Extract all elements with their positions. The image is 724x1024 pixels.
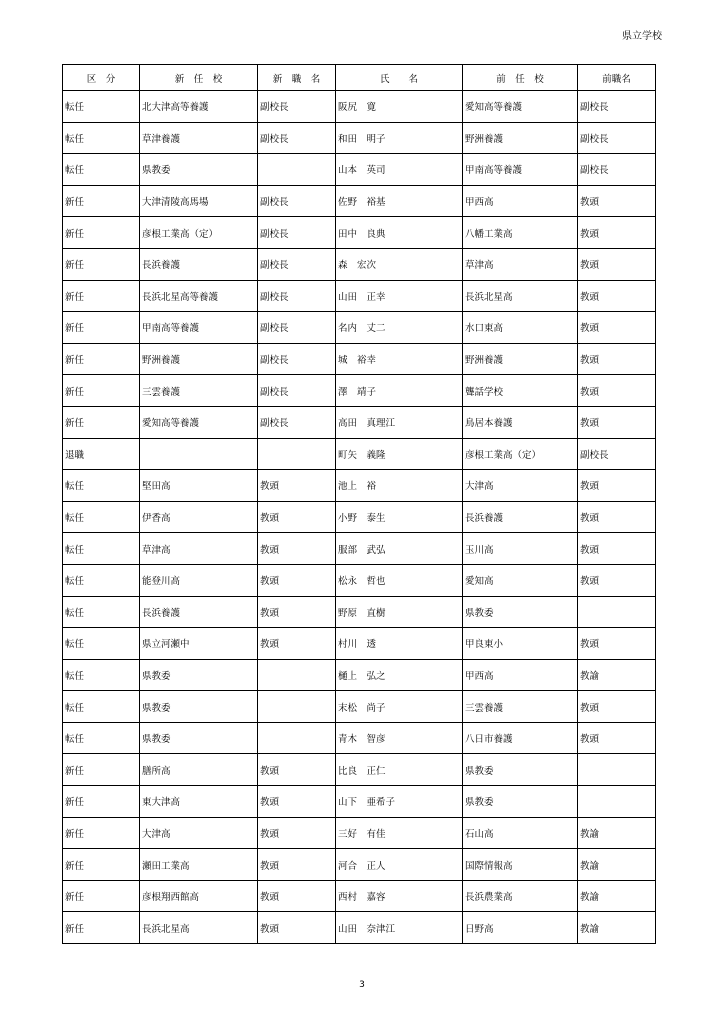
category-cell: 新任: [63, 375, 140, 407]
previous-position-cell: 副校長: [578, 122, 656, 154]
table-row: [63, 501, 656, 533]
previous-school-cell: 県教委: [463, 754, 578, 786]
previous-school-cell: 鳥居本養護: [463, 406, 578, 438]
new-school-cell: 彦根工業高（定）: [140, 217, 258, 249]
previous-school-cell: 聾話学校: [463, 375, 578, 407]
previous-position-cell: 教頭: [578, 501, 656, 533]
previous-position-cell: [578, 754, 656, 786]
table-row: [63, 470, 656, 502]
previous-school-cell: 県教委: [463, 786, 578, 818]
previous-position-cell: 教頭: [578, 375, 656, 407]
name-cell: 和田 明子: [336, 122, 463, 154]
table-row: [63, 343, 656, 375]
previous-position-cell: 教頭: [578, 564, 656, 596]
previous-school-cell: 八日市養護: [463, 722, 578, 754]
category-cell: 新任: [63, 817, 140, 849]
category-cell: 転任: [63, 533, 140, 565]
previous-school-cell: 水口東高: [463, 312, 578, 344]
previous-position-cell: 教頭: [578, 470, 656, 502]
new-position-cell: 副校長: [258, 375, 336, 407]
new-school-cell: 長浜養護: [140, 596, 258, 628]
previous-school-cell: 甲良東小: [463, 628, 578, 660]
table-row: [63, 722, 656, 754]
table-row: [63, 375, 656, 407]
previous-position-cell: 教頭: [578, 312, 656, 344]
new-position-cell: 副校長: [258, 248, 336, 280]
new-position-cell: 副校長: [258, 312, 336, 344]
new-school-cell: 長浜北星高等養護: [140, 280, 258, 312]
category-cell: 退職: [63, 438, 140, 470]
previous-school-cell: 八幡工業高: [463, 217, 578, 249]
previous-position-cell: 教頭: [578, 343, 656, 375]
new-position-cell: 副校長: [258, 217, 336, 249]
category-cell: 転任: [63, 122, 140, 154]
name-cell: 村川 透: [336, 628, 463, 660]
previous-school-cell: 玉川高: [463, 533, 578, 565]
previous-position-cell: 教頭: [578, 406, 656, 438]
new-school-cell: 県教委: [140, 691, 258, 723]
new-school-cell: 東大津高: [140, 786, 258, 818]
new-school-cell: 彦根翔西館高: [140, 880, 258, 912]
new-position-cell: 教頭: [258, 628, 336, 660]
personnel-table: [62, 64, 656, 944]
previous-school-cell: 大津高: [463, 470, 578, 502]
name-cell: 三好 有佳: [336, 817, 463, 849]
name-cell: 末松 尚子: [336, 691, 463, 723]
previous-school-cell: 長浜北星高: [463, 280, 578, 312]
table-row: [63, 754, 656, 786]
name-cell: 山本 英司: [336, 154, 463, 186]
previous-school-cell: 石山高: [463, 817, 578, 849]
table-body: [63, 91, 656, 944]
name-cell: 高田 真理江: [336, 406, 463, 438]
table-row: [63, 406, 656, 438]
col-header-category: 区 分: [63, 65, 140, 91]
previous-position-cell: 教諭: [578, 659, 656, 691]
category-cell: 新任: [63, 912, 140, 944]
previous-position-cell: 教頭: [578, 280, 656, 312]
table-row: [63, 122, 656, 154]
previous-school-cell: 野洲養護: [463, 343, 578, 375]
category-cell: 新任: [63, 343, 140, 375]
new-school-cell: 能登川高: [140, 564, 258, 596]
table-row: [63, 280, 656, 312]
previous-position-cell: [578, 596, 656, 628]
name-cell: 町矢 義隆: [336, 438, 463, 470]
category-cell: 新任: [63, 217, 140, 249]
previous-position-cell: 教頭: [578, 533, 656, 565]
new-position-cell: 教頭: [258, 501, 336, 533]
name-cell: 樋上 弘之: [336, 659, 463, 691]
previous-school-cell: 甲西高: [463, 659, 578, 691]
previous-school-cell: 長浜養護: [463, 501, 578, 533]
name-cell: 山下 亜希子: [336, 786, 463, 818]
name-cell: 池上 裕: [336, 470, 463, 502]
new-school-cell: [140, 438, 258, 470]
category-cell: 転任: [63, 501, 140, 533]
name-cell: 野原 直樹: [336, 596, 463, 628]
new-school-cell: 三雲養護: [140, 375, 258, 407]
name-cell: 山田 奈津江: [336, 912, 463, 944]
new-school-cell: 大津高: [140, 817, 258, 849]
category-cell: 新任: [63, 849, 140, 881]
name-cell: 田中 良典: [336, 217, 463, 249]
previous-school-cell: 愛知高: [463, 564, 578, 596]
new-school-cell: 野洲養護: [140, 343, 258, 375]
new-position-cell: 教頭: [258, 470, 336, 502]
name-cell: 西村 嘉容: [336, 880, 463, 912]
category-cell: 新任: [63, 248, 140, 280]
new-position-cell: [258, 438, 336, 470]
category-cell: 新任: [63, 880, 140, 912]
new-position-cell: [258, 722, 336, 754]
new-position-cell: 副校長: [258, 91, 336, 123]
new-position-cell: 教頭: [258, 754, 336, 786]
page-number: 3: [359, 980, 365, 990]
table-row: [63, 880, 656, 912]
new-position-cell: 教頭: [258, 533, 336, 565]
previous-position-cell: 副校長: [578, 91, 656, 123]
new-school-cell: 瀬田工業高: [140, 849, 258, 881]
new-school-cell: 北大津高等養護: [140, 91, 258, 123]
new-school-cell: 伊香高: [140, 501, 258, 533]
name-cell: 青木 智彦: [336, 722, 463, 754]
col-header-previous-school: 前 任 校: [463, 65, 578, 91]
name-cell: 澤 靖子: [336, 375, 463, 407]
new-position-cell: 副校長: [258, 343, 336, 375]
col-header-previous-position: 前職名: [578, 65, 656, 91]
new-school-cell: 長浜養護: [140, 248, 258, 280]
new-school-cell: 長浜北星高: [140, 912, 258, 944]
previous-position-cell: 教頭: [578, 722, 656, 754]
category-cell: 転任: [63, 628, 140, 660]
new-position-cell: 教頭: [258, 880, 336, 912]
name-cell: 小野 泰生: [336, 501, 463, 533]
new-position-cell: [258, 659, 336, 691]
category-cell: 転任: [63, 691, 140, 723]
new-position-cell: 副校長: [258, 185, 336, 217]
new-school-cell: 県教委: [140, 154, 258, 186]
category-cell: 転任: [63, 564, 140, 596]
category-cell: 転任: [63, 659, 140, 691]
table-row: [63, 438, 656, 470]
new-position-cell: [258, 154, 336, 186]
table-row: [63, 849, 656, 881]
name-cell: 山田 正幸: [336, 280, 463, 312]
new-school-cell: 膳所高: [140, 754, 258, 786]
previous-school-cell: 日野高: [463, 912, 578, 944]
previous-school-cell: 愛知高等養護: [463, 91, 578, 123]
new-position-cell: 教頭: [258, 912, 336, 944]
name-cell: 名内 丈二: [336, 312, 463, 344]
table-row: [63, 312, 656, 344]
previous-position-cell: 教頭: [578, 691, 656, 723]
previous-school-cell: 国際情報高: [463, 849, 578, 881]
previous-position-cell: 教頭: [578, 217, 656, 249]
new-school-cell: 県立河瀬中: [140, 628, 258, 660]
table-row: [63, 912, 656, 944]
new-school-cell: 堅田高: [140, 470, 258, 502]
table-row: [63, 217, 656, 249]
category-cell: 新任: [63, 754, 140, 786]
previous-school-cell: 野洲養護: [463, 122, 578, 154]
category-cell: 新任: [63, 406, 140, 438]
new-position-cell: 教頭: [258, 817, 336, 849]
previous-position-cell: 副校長: [578, 438, 656, 470]
previous-school-cell: 県教委: [463, 596, 578, 628]
new-school-cell: 草津高: [140, 533, 258, 565]
new-position-cell: 副校長: [258, 122, 336, 154]
table-row: [63, 659, 656, 691]
new-school-cell: 愛知高等養護: [140, 406, 258, 438]
previous-school-cell: 彦根工業高（定）: [463, 438, 578, 470]
name-cell: 森 宏次: [336, 248, 463, 280]
previous-position-cell: 教諭: [578, 817, 656, 849]
new-position-cell: 教頭: [258, 596, 336, 628]
new-position-cell: 教頭: [258, 564, 336, 596]
table-row: [63, 533, 656, 565]
new-school-cell: 県教委: [140, 659, 258, 691]
previous-position-cell: 教諭: [578, 912, 656, 944]
category-cell: 転任: [63, 722, 140, 754]
table-header: [63, 65, 656, 91]
name-cell: 佐野 裕基: [336, 185, 463, 217]
previous-school-cell: 三雲養護: [463, 691, 578, 723]
new-school-cell: 草津養護: [140, 122, 258, 154]
table-row: [63, 248, 656, 280]
category-cell: 新任: [63, 786, 140, 818]
new-position-cell: 教頭: [258, 786, 336, 818]
table-row: [63, 817, 656, 849]
category-cell: 新任: [63, 280, 140, 312]
category-cell: 転任: [63, 470, 140, 502]
name-cell: 城 裕幸: [336, 343, 463, 375]
previous-position-cell: 教頭: [578, 628, 656, 660]
category-cell: 転任: [63, 91, 140, 123]
table-row: [63, 596, 656, 628]
new-position-cell: 教頭: [258, 849, 336, 881]
category-cell: 新任: [63, 185, 140, 217]
header-label: 県立学校: [622, 31, 662, 42]
table-row: [63, 628, 656, 660]
table-row: [63, 691, 656, 723]
header-row: [63, 65, 656, 91]
new-school-cell: 大津清陵高馬場: [140, 185, 258, 217]
col-header-name: 氏 名: [336, 65, 463, 91]
previous-position-cell: 教諭: [578, 880, 656, 912]
previous-position-cell: [578, 786, 656, 818]
col-header-new-school: 新 任 校: [140, 65, 258, 91]
category-cell: 転任: [63, 154, 140, 186]
name-cell: 阪尻 寛: [336, 91, 463, 123]
col-header-new-position: 新 職 名: [258, 65, 336, 91]
name-cell: 服部 武弘: [336, 533, 463, 565]
new-school-cell: 甲南高等養護: [140, 312, 258, 344]
previous-position-cell: 副校長: [578, 154, 656, 186]
name-cell: 松永 哲也: [336, 564, 463, 596]
previous-school-cell: 長浜農業高: [463, 880, 578, 912]
category-cell: 転任: [63, 596, 140, 628]
previous-school-cell: 甲南高等養護: [463, 154, 578, 186]
new-school-cell: 県教委: [140, 722, 258, 754]
previous-position-cell: 教諭: [578, 849, 656, 881]
table-row: [63, 91, 656, 123]
table-row: [63, 564, 656, 596]
table-row: [63, 154, 656, 186]
previous-school-cell: 甲西高: [463, 185, 578, 217]
new-position-cell: [258, 691, 336, 723]
name-cell: 比良 正仁: [336, 754, 463, 786]
new-position-cell: 副校長: [258, 280, 336, 312]
name-cell: 河合 正人: [336, 849, 463, 881]
new-position-cell: 副校長: [258, 406, 336, 438]
category-cell: 新任: [63, 312, 140, 344]
table-row: [63, 786, 656, 818]
table-row: [63, 185, 656, 217]
previous-position-cell: 教頭: [578, 248, 656, 280]
previous-school-cell: 草津高: [463, 248, 578, 280]
previous-position-cell: 教頭: [578, 185, 656, 217]
